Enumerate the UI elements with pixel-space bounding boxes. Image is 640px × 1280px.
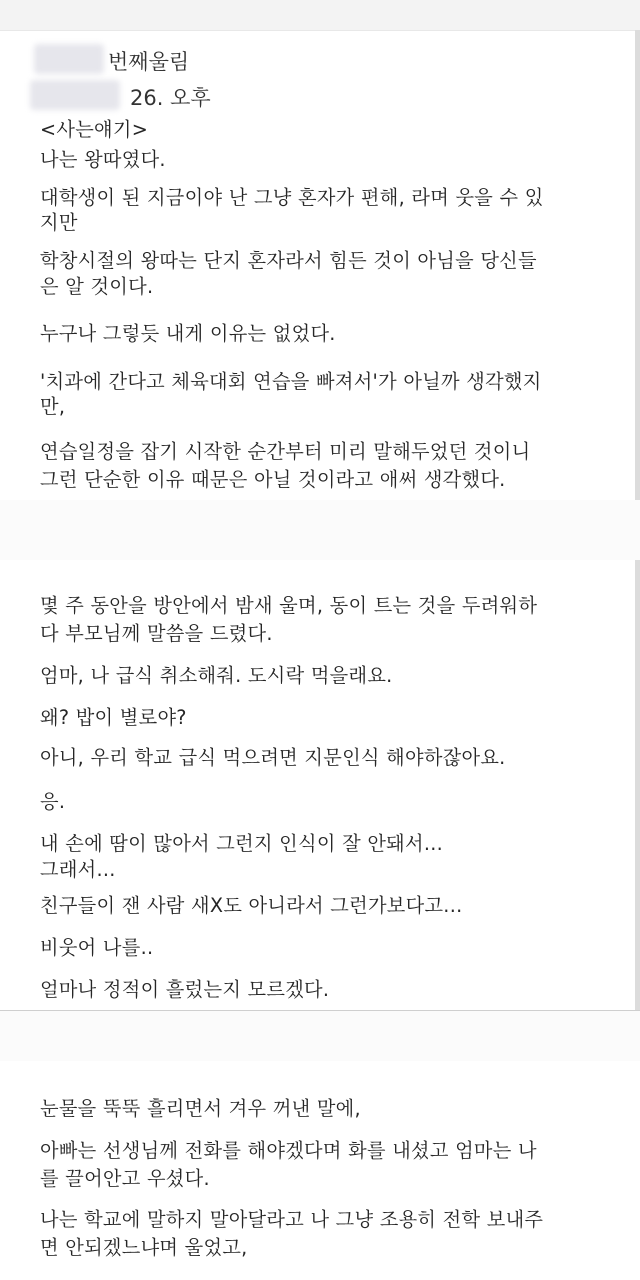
text-line: 나는 왕따였다. — [40, 148, 166, 171]
text-line: 학창시절의 왕따는 단지 혼자라서 힘든 것이 아님을 당신들 — [40, 249, 537, 272]
paragraph-gap — [0, 500, 640, 560]
right-edge-shadow — [635, 560, 640, 1010]
text-line: 지만 — [40, 211, 78, 234]
text-line: 나는 학교에 말하지 말아달라고 나 그냥 조용히 전학 보내주 — [40, 1208, 544, 1231]
blurred-date — [30, 80, 120, 110]
text-line: 면 안되겠느냐며 울었고, — [40, 1236, 248, 1259]
text-line: 친구들이 잰 사람 새X도 아니라서 그런가보다고... — [40, 894, 463, 917]
text-line: '치과에 간다고 체육대회 연습을 빠져서'가 아닐까 생각했지 — [40, 370, 542, 393]
post-title: 번째울림 — [108, 50, 190, 74]
text-line: 은 알 것이다. — [40, 275, 154, 298]
text-line: 아빠는 선생님께 전화를 해야겠다며 화를 내셨고 엄마는 나 — [40, 1139, 537, 1162]
text-line: 왜? 밥이 별로야? — [40, 706, 187, 729]
text-line: 누구나 그렇듯 내게 이유는 없었다. — [40, 322, 336, 345]
post-category: <사는얘기> — [40, 118, 149, 141]
text-line: 다 부모님께 말씀을 드렸다. — [40, 622, 273, 645]
text-line: 를 끌어안고 우셨다. — [40, 1167, 210, 1190]
post-date: 26. 오후 — [130, 86, 211, 110]
text-line: 응. — [40, 790, 66, 813]
text-line: 엄마, 나 급식 취소해줘. 도시락 먹을래요. — [40, 664, 393, 687]
text-line: 내 손에 땀이 많아서 그런지 인식이 잘 안돼서... — [40, 832, 444, 855]
text-line: 그래서... — [40, 858, 116, 881]
paragraph-gap — [0, 1011, 640, 1061]
text-line: 그런 단순한 이유 때문은 아닐 것이라고 애써 생각했다. — [40, 468, 506, 491]
text-line: 만, — [40, 395, 66, 418]
text-line: 아니, 우리 학교 급식 먹으려면 지문인식 해야하잖아요. — [40, 746, 506, 769]
text-line: 대학생이 된 지금이야 난 그냥 혼자가 편해, 라며 웃을 수 있 — [40, 186, 544, 209]
right-edge-shadow — [635, 30, 640, 500]
text-line: 연습일정을 잡기 시작한 순간부터 미리 말해두었던 것이니 — [40, 440, 531, 463]
text-line: 얼마나 정적이 흘렀는지 모르겠다. — [40, 978, 330, 1001]
text-line: 눈물을 뚝뚝 흘리면서 겨우 꺼낸 말에, — [40, 1097, 361, 1120]
text-line: 몇 주 동안을 방안에서 밤새 울며, 동이 트는 것을 두려워하 — [40, 594, 538, 617]
text-line: 비웃어 나를.. — [40, 936, 154, 959]
blurred-author — [34, 44, 104, 74]
